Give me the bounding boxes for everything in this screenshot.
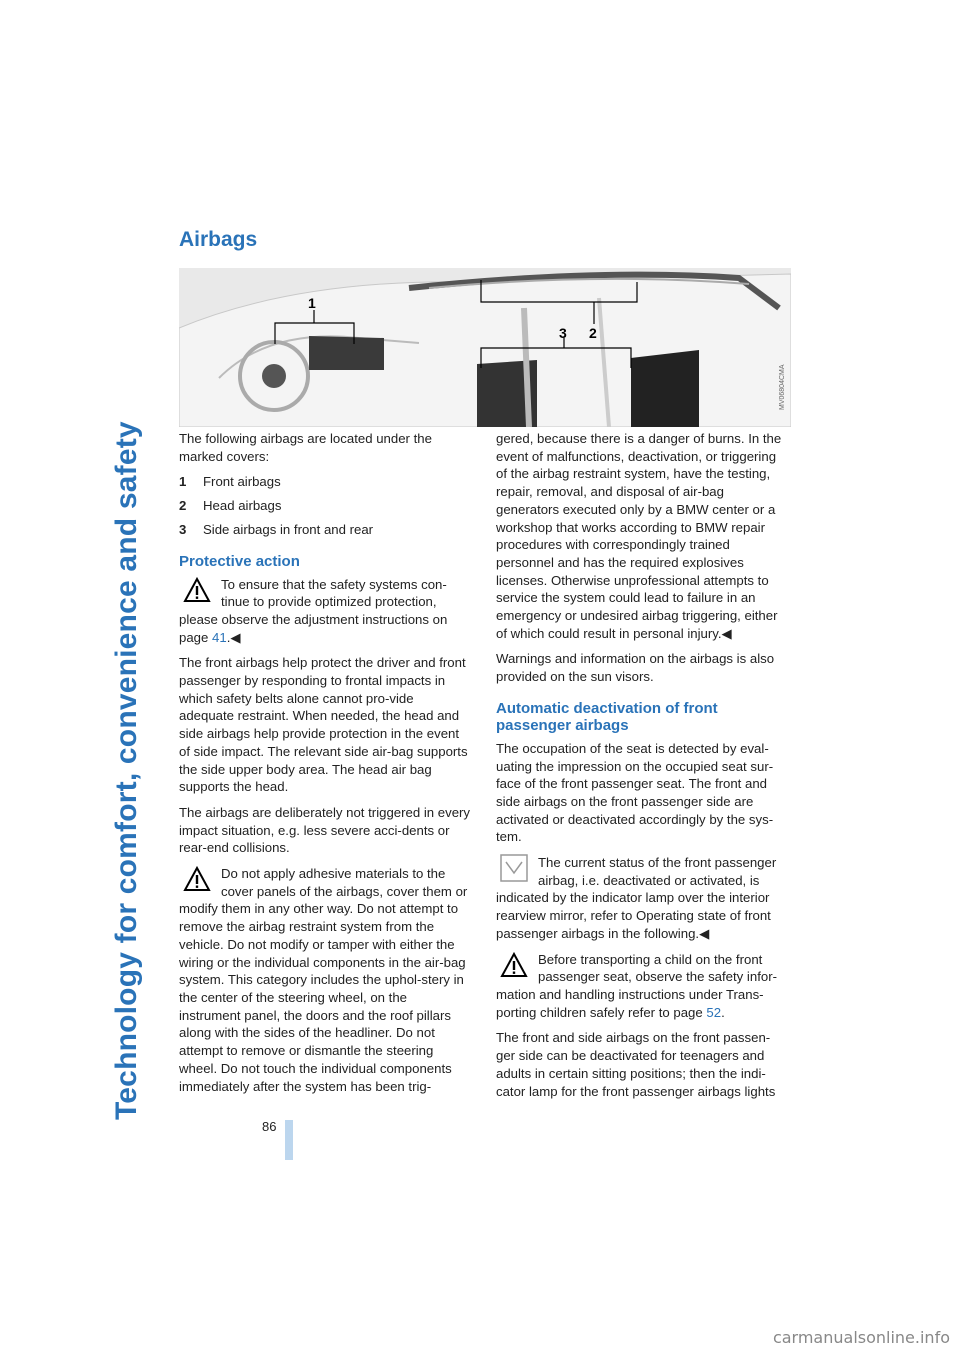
footer-watermark: carmanualsonline.info: [772, 1328, 950, 1347]
sidebar-chapter-title: Technology for comfort, convenience and safety: [110, 421, 143, 1120]
paragraph: gered, because there is a danger of burns. In the event of malfunctions, deactivation, or triggering of the airbag restraint system, have the testing, repair, removal, and disposal of air-bag generators executed only by a BMW center or a workshop that works according to BMW repair procedures with correspondingly trained personnel and has the required explosives licenses. Otherwise unprofessional attempts to service the system could lead to failure in an emergency or undesired airbag triggering, either of which could result in personal injury.◀: [496, 431, 782, 641]
callout-3: 3: [559, 325, 567, 341]
paragraph: The occupation of the seat is detected by eval-uating the impression on the occupied seat sur-face of the front passenger seat. The front and side airbags on the front passenger side are activated or deactivated accordingly by the sys-tem.: [496, 740, 774, 845]
callout-1: 1: [308, 295, 316, 311]
section-heading-protective: Protective action: [179, 552, 300, 570]
page-marker-bar: [285, 1120, 293, 1160]
note-triangle-icon: [500, 854, 528, 882]
note-paragraph: The current status of the front passenger airbag, i.e. deactivated or activated, is indicated by the indicator lamp over the interior rearview mirror, refer to Operating state of front passenger airbags in the following.◀: [496, 855, 777, 941]
paragraph: Warnings and information on the airbags is also provided on the sun visors.: [496, 651, 775, 685]
section-heading-auto-deactivation: Automatic deactivation of front passenger airbags: [496, 699, 718, 734]
page-number: 86: [262, 1119, 277, 1134]
warning-paragraph: Before transporting a child on the front passenger seat, observe the safety infor-mation and handling instructions under Trans-porting children safely refer to page 52.: [496, 951, 777, 1020]
paragraph: The airbags are deliberately not triggered in every impact situation, e.g. less severe acci-dents or rear-end collisions.: [179, 804, 471, 856]
paragraph: The front airbags help protect the driver and front passenger by responding to frontal impacts in which safety belts alone cannot pro-vide adequate restraint. When needed, the head and side airbags help provide protection in the event of side impact. The relevant side air-bag supports the side upper body area. The head air bag supports the head.: [179, 655, 468, 795]
list-item: 3 Side airbags in front and rear: [179, 521, 374, 537]
warning-paragraph: Do not apply adhesive materials to the cover panels of the airbags, cover them or modify them in any other way. Do not attempt to remove the airbag restraint system from the vehicle. Do not modify or tamper with either the wiring or the individual components in the air-bag system. This category includes the uphol-stery in the center of the steering wheel, on the instrument panel, the doors and the roof pillars along with the sides of the headliner. Do not attempt to remove or dismantle the steering wheel. Do not touch the individual components immediately after the system has been trig-: [179, 866, 468, 1094]
warning-paragraph: To ensure that the safety systems con-tinue to provide optimized protection, please observe the adjustment instructions on page 41.◀: [179, 576, 448, 645]
warning-triangle-icon: [183, 576, 211, 604]
paragraph: The front and side airbags on the front passen-ger side can be deactivated for teenagers and adults in certain sitting positions; then the indi-cator lamp for the front passenger airbags lights: [496, 1030, 776, 1099]
callout-2: 2: [589, 325, 597, 341]
intro-text: The following airbags are located under the marked covers:: [179, 431, 432, 464]
airbag-illustration: [179, 268, 791, 427]
warning-triangle-icon: [500, 951, 528, 979]
figure-code: MV06804CMA: [779, 364, 786, 410]
right-column: [496, 430, 788, 1108]
list-item: 1 Front airbags: [179, 474, 281, 490]
list-item: 2 Head airbags: [179, 498, 282, 514]
page-title: Airbags: [179, 228, 258, 251]
left-column: [179, 430, 471, 1103]
page-link-41[interactable]: 41: [212, 629, 227, 645]
page-link-52[interactable]: 52: [706, 1004, 722, 1020]
warning-triangle-icon: [183, 865, 211, 893]
